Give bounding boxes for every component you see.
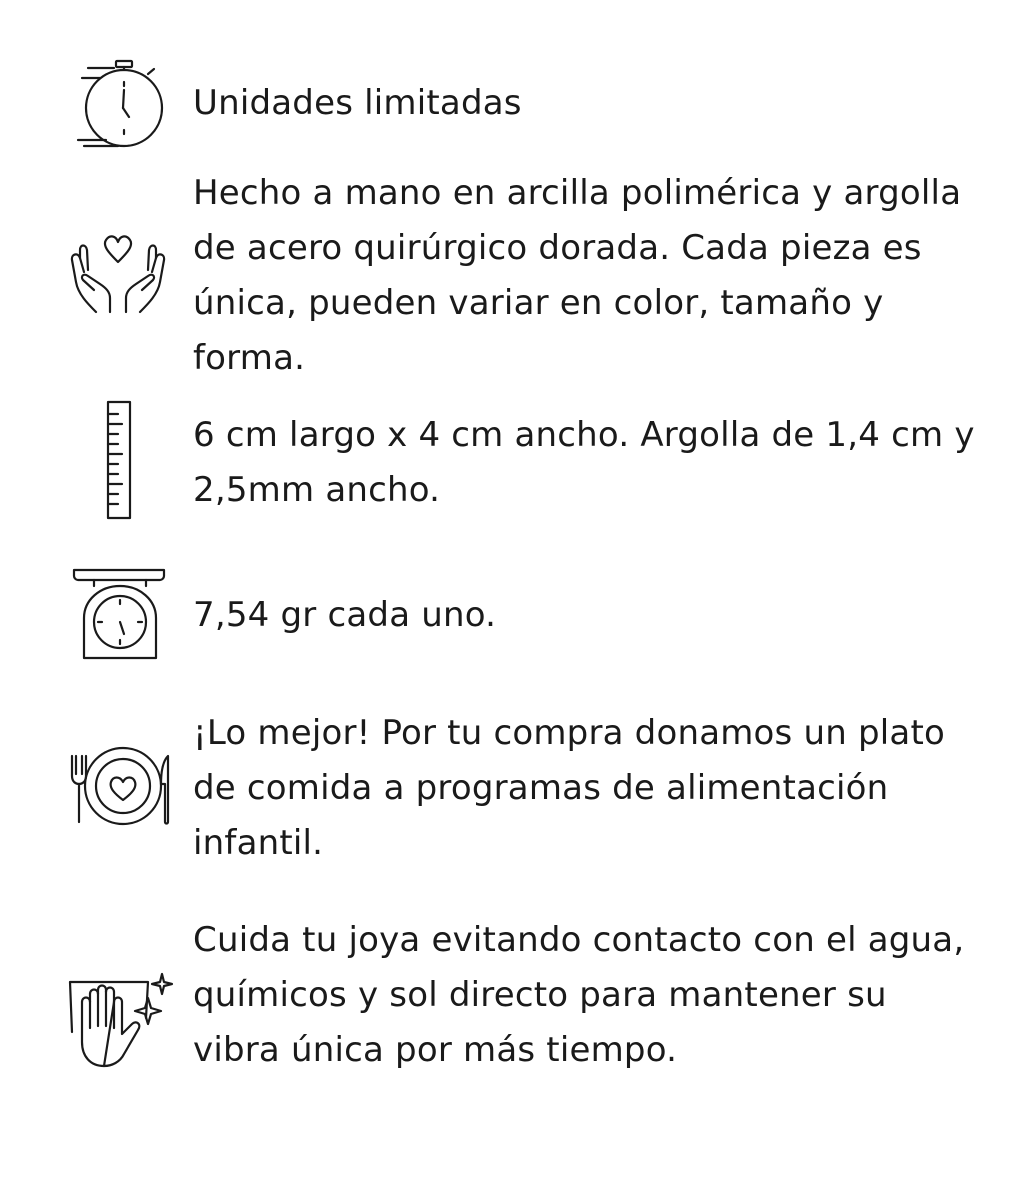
feature-text-weight: 7,54 gr cada uno.	[193, 595, 497, 635]
ruler-icon	[66, 400, 136, 522]
stopwatch-icon	[66, 58, 166, 150]
feature-text-care: Cuida tu joya evitando contacto con el agua, químicos y sol directo para mantener su vibra única por más tiempo.	[193, 920, 965, 1070]
feature-text-units: Unidades limitadas	[193, 83, 522, 123]
feature-text-handmade: Hecho a mano en arcilla polimérica y argolla de acero quirúrgico dorada. Cada pieza es única, pueden variar en color, tamaño y forma.	[193, 173, 962, 378]
plate-heart-icon	[66, 742, 174, 828]
feature-text-size: 6 cm largo x 4 cm ancho. Argolla de 1,4 cm y 2,5mm ancho.	[193, 415, 975, 510]
hands-heart-icon	[66, 232, 170, 316]
scale-icon	[66, 566, 170, 662]
feature-text-donation: ¡Lo mejor! Por tu compra donamos un plato de comida a programas de alimentación infantil.	[193, 713, 945, 863]
clean-hand-icon	[66, 972, 176, 1072]
